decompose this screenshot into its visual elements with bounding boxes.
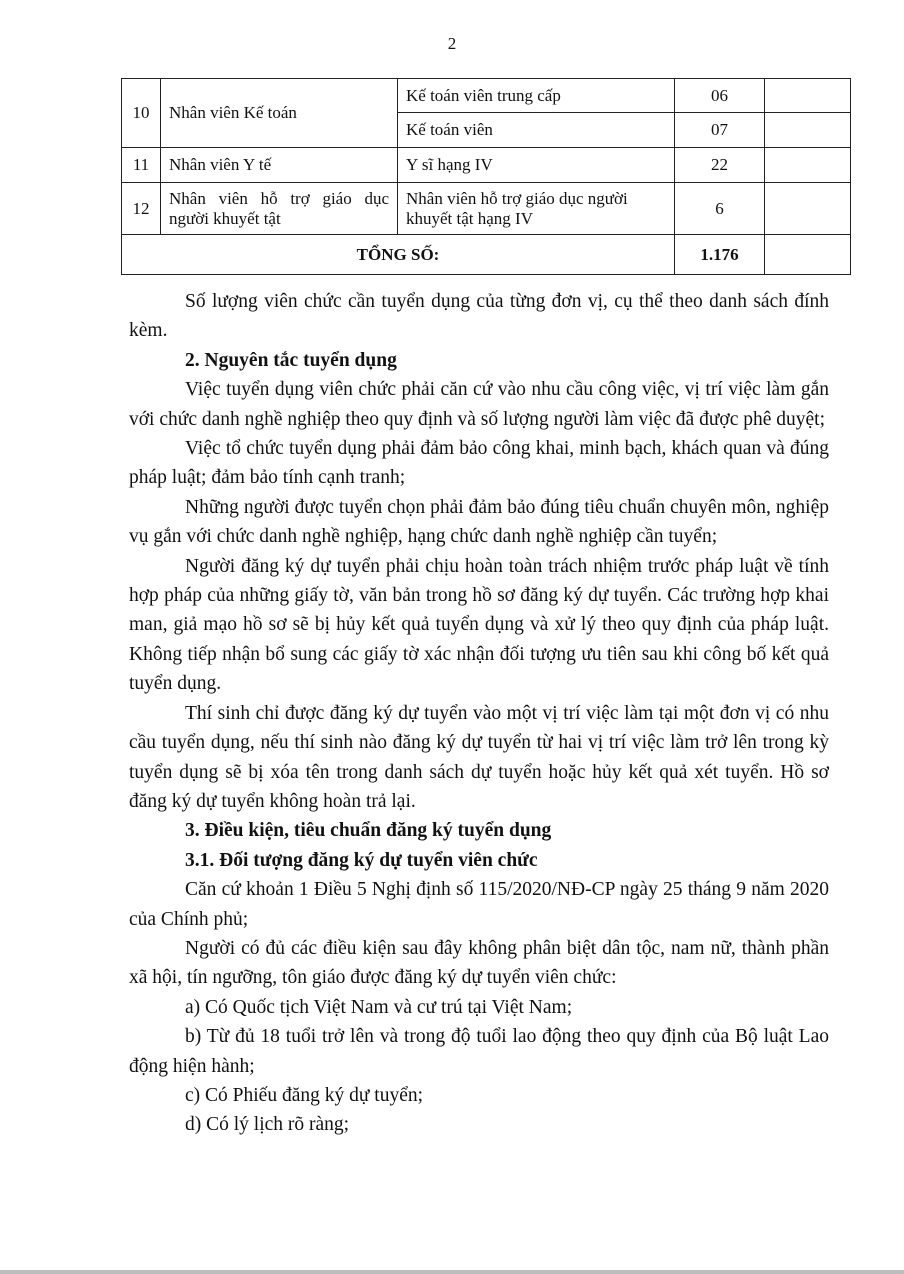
note-cell: [765, 79, 851, 113]
note-cell: [765, 183, 851, 235]
page-bottom-divider: [0, 1270, 904, 1274]
paragraph: Thí sinh chỉ được đăng ký dự tuyển vào một vị trí việc làm tại một đơn vị có nhu cầu tuyển dụng, nếu thí sinh nào đăng ký dự tuyển từ hai vị trí việc làm trở lên trong kỳ tuyển dụng sẽ bị xóa tên trong danh sách dự tuyển hoặc hủy kết quả xét tuyển. Hồ sơ đăng ký dự tuyển không hoàn trả lại.: [129, 702, 829, 812]
rank-cell: Nhân viên hỗ trợ giáo dục người khuyết tật hạng IV: [398, 183, 675, 235]
subsection-heading: 3.1. Đối tượng đăng ký dự tuyển viên chức: [185, 849, 538, 871]
note-cell: [765, 235, 851, 275]
section-heading: 3. Điều kiện, tiêu chuẩn đăng ký tuyển dụng: [185, 820, 552, 842]
position-cell: [161, 183, 398, 235]
paragraph: Việc tổ chức tuyển dụng phải đảm bảo công khai, minh bạch, khách quan và đúng pháp luật; đảm bảo tính cạnh tranh;: [129, 438, 829, 489]
position-line: người khuyết tật: [169, 208, 281, 228]
paragraph: Người có đủ các điều kiện sau đây không phân biệt dân tộc, nam nữ, thành phần xã hội, tín ngưỡng, tôn giáo được đăng ký dự tuyển viên chức:: [129, 937, 829, 989]
staffing-table: [121, 78, 851, 275]
paragraph: Việc tuyển dụng viên chức phải căn cứ vào nhu cầu công việc, vị trí việc làm gắn với chức danh nghề nghiệp theo quy định và số lượng người làm việc đã được phê duyệt;: [129, 379, 829, 430]
rank-cell: Kế toán viên: [398, 113, 675, 148]
paragraph: Số lượng viên chức cần tuyển dụng của từng đơn vị, cụ thể theo danh sách đính kèm.: [129, 291, 829, 342]
section-heading: 2. Nguyên tắc tuyển dụng: [185, 349, 397, 371]
rank-cell: Kế toán viên trung cấp: [398, 79, 675, 113]
list-item: a) Có Quốc tịch Việt Nam và cư trú tại Việt Nam;: [185, 996, 573, 1018]
count-cell: 22: [675, 148, 765, 183]
table-row: [122, 79, 851, 113]
page-number: 2: [447, 34, 457, 53]
row-number: 12: [122, 183, 161, 235]
paragraph: Người đăng ký dự tuyển phải chịu hoàn toàn trách nhiệm trước pháp luật về tính hợp pháp của những giấy tờ, văn bản trong hồ sơ đăng ký dự tuyển. Các trường hợp khai man, giả mạo hồ sơ sẽ bị hủy kết quả tuyển dụng và xử lý theo quy định của pháp luật. Không tiếp nhận bổ sung các giấy tờ xác nhận đối tượng ưu tiên sau khi công bố kết quả tuyển dụng.: [129, 555, 829, 695]
rank-cell: Y sĩ hạng IV: [398, 148, 675, 183]
total-value: 1.176: [675, 235, 765, 275]
row-number: 10: [122, 79, 161, 148]
note-cell: [765, 148, 851, 183]
position-cell: Nhân viên Y tế: [161, 148, 398, 183]
paragraph: Căn cứ khoản 1 Điều 5 Nghị định số 115/2020/NĐ-CP ngày 25 tháng 9 năm 2020 của Chính phủ;: [129, 879, 829, 930]
row-number: 11: [122, 148, 161, 183]
document-body: [129, 287, 829, 1140]
list-item: b) Từ đủ 18 tuổi trở lên và trong độ tuổi lao động theo quy định của Bộ luật Lao động hiện hành;: [129, 1026, 829, 1077]
count-cell: 06: [675, 79, 765, 113]
table-row: [122, 148, 851, 183]
position-cell: Nhân viên Kế toán: [161, 79, 398, 148]
count-cell: 6: [675, 183, 765, 235]
paragraph: Những người được tuyển chọn phải đảm bảo đúng tiêu chuẩn chuyên môn, nghiệp vụ gắn với chức danh nghề nghiệp, hạng chức danh nghề nghiệp cần tuyển;: [129, 496, 829, 548]
table-row: [122, 183, 851, 235]
position-line: Nhân viên hỗ trợ giáo dục: [169, 188, 389, 208]
list-item: c) Có Phiếu đăng ký dự tuyển;: [185, 1084, 424, 1106]
total-row: [122, 235, 851, 275]
note-cell: [765, 113, 851, 148]
count-cell: 07: [675, 113, 765, 148]
total-label: TỔNG SỐ:: [122, 235, 675, 275]
list-item: d) Có lý lịch rõ ràng;: [185, 1114, 350, 1136]
